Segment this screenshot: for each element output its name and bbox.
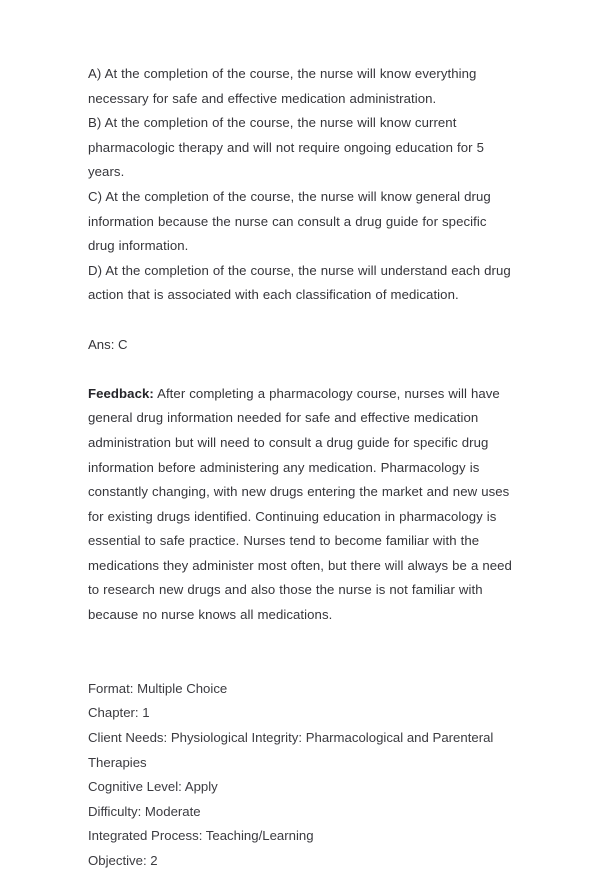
metadata-chapter: Chapter: 1 — [88, 705, 150, 721]
spacer-after-options — [88, 308, 516, 333]
metadata-cognitive-level: Cognitive Level: Apply — [88, 779, 218, 795]
metadata-integrated-process: Integrated Process: Teaching/Learning — [88, 828, 314, 844]
spacer-after-answer — [88, 357, 516, 382]
metadata-difficulty: Difficulty: Moderate — [88, 803, 201, 819]
answer-option-a: A) At the completion of the course, the nurse will know everything necessary for safe and effective medication administration. — [88, 66, 477, 106]
metadata-client-needs: Client Needs: Physiological Integrity: Pharmacological and Parenteral Therapies — [88, 730, 494, 770]
spacer-before-metadata — [88, 628, 516, 677]
feedback-body: After completing a pharmacology course, nurses will have general drug information needed for safe and effective medication administration but will need to consult a drug guide for specific drug information before administering any medication. Pharmacology is constantly changing, with new drugs entering the market and new uses for existing drugs identified. Continuing education in pharmacology is essential to safe practice. Nurses tend to become familiar with the medications they administer most often, but there will always be a need to research new drugs and also those the nurse is not familiar with because no nurse knows all medications. — [88, 385, 512, 623]
feedback-label: Feedback: — [88, 385, 154, 401]
answer-line: Ans: C — [88, 336, 128, 352]
metadata-block — [88, 677, 516, 874]
answer-options-block — [88, 62, 516, 308]
metadata-objective: Objective: 2 — [88, 853, 158, 868]
metadata-format: Format: Multiple Choice — [88, 680, 228, 696]
answer-option-d: D) At the completion of the course, the nurse will understand each drug action that is associated with each classification of medication. — [88, 262, 511, 303]
page-content — [88, 62, 516, 874]
answer-option-c: C) At the completion of the course, the nurse will know general drug information because the nurse can consult a drug guide for specific drug information. — [88, 188, 491, 254]
answer-option-b: B) At the completion of the course, the nurse will know current pharmacologic therapy and will not require ongoing education for 5 years. — [88, 115, 485, 180]
feedback-paragraph — [88, 382, 516, 628]
